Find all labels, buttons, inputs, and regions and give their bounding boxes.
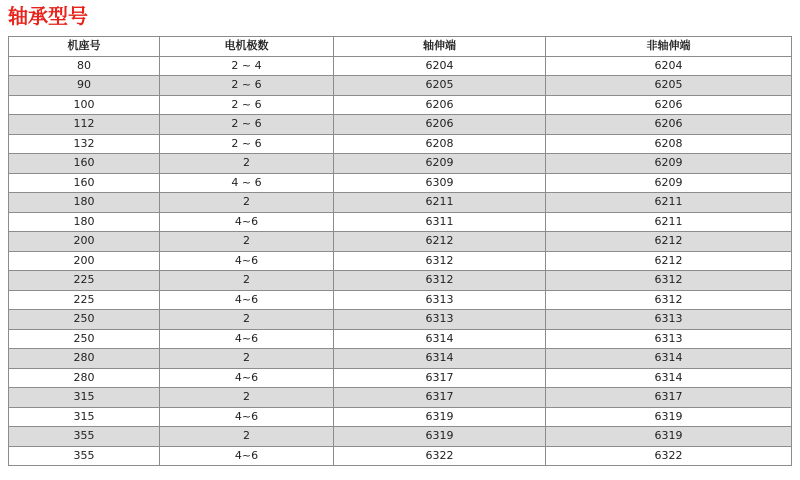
cell-non-drive-end: 6206 [546, 115, 792, 135]
cell-non-drive-end: 6319 [546, 427, 792, 447]
table-row [9, 349, 792, 369]
cell-drive-end: 6319 [334, 427, 546, 447]
table-row [9, 95, 792, 115]
cell-drive-end: 6211 [334, 193, 546, 213]
cell-motor-poles: 4~6 [160, 290, 334, 310]
cell-non-drive-end: 6211 [546, 193, 792, 213]
table-row [9, 446, 792, 466]
cell-non-drive-end: 6209 [546, 154, 792, 174]
cell-non-drive-end: 6205 [546, 76, 792, 96]
cell-frame-size: 160 [9, 154, 160, 174]
table-row [9, 329, 792, 349]
cell-motor-poles: 2 [160, 193, 334, 213]
cell-motor-poles: 2 ~ 6 [160, 95, 334, 115]
cell-motor-poles: 2 [160, 349, 334, 369]
cell-non-drive-end: 6212 [546, 251, 792, 271]
cell-motor-poles: 4 ~ 6 [160, 173, 334, 193]
cell-drive-end: 6312 [334, 251, 546, 271]
cell-non-drive-end: 6319 [546, 407, 792, 427]
bearing-spec-table [8, 36, 792, 466]
cell-non-drive-end: 6312 [546, 271, 792, 291]
cell-non-drive-end: 6212 [546, 232, 792, 252]
table-row [9, 388, 792, 408]
table-body [9, 56, 792, 466]
cell-motor-poles: 2 [160, 271, 334, 291]
table-row [9, 310, 792, 330]
cell-frame-size: 132 [9, 134, 160, 154]
table-row [9, 427, 792, 447]
cell-drive-end: 6209 [334, 154, 546, 174]
cell-drive-end: 6206 [334, 115, 546, 135]
table-row [9, 56, 792, 76]
table-row [9, 154, 792, 174]
cell-frame-size: 250 [9, 329, 160, 349]
cell-non-drive-end: 6206 [546, 95, 792, 115]
cell-frame-size: 225 [9, 271, 160, 291]
cell-motor-poles: 2 ~ 6 [160, 115, 334, 135]
table-row [9, 76, 792, 96]
cell-drive-end: 6317 [334, 388, 546, 408]
cell-motor-poles: 4~6 [160, 368, 334, 388]
table-row [9, 251, 792, 271]
cell-frame-size: 90 [9, 76, 160, 96]
cell-frame-size: 112 [9, 115, 160, 135]
header-motor-poles: 电机极数 [160, 37, 334, 57]
table-row [9, 232, 792, 252]
cell-drive-end: 6317 [334, 368, 546, 388]
cell-non-drive-end: 6322 [546, 446, 792, 466]
cell-motor-poles: 2 [160, 232, 334, 252]
cell-frame-size: 355 [9, 427, 160, 447]
cell-non-drive-end: 6209 [546, 173, 792, 193]
cell-drive-end: 6204 [334, 56, 546, 76]
cell-drive-end: 6312 [334, 271, 546, 291]
cell-frame-size: 160 [9, 173, 160, 193]
table-row [9, 212, 792, 232]
cell-drive-end: 6206 [334, 95, 546, 115]
table-header-row [9, 37, 792, 57]
cell-drive-end: 6314 [334, 349, 546, 369]
header-frame-size: 机座号 [9, 37, 160, 57]
cell-motor-poles: 2 [160, 154, 334, 174]
cell-frame-size: 200 [9, 251, 160, 271]
cell-frame-size: 180 [9, 212, 160, 232]
cell-motor-poles: 4~6 [160, 329, 334, 349]
cell-frame-size: 315 [9, 407, 160, 427]
cell-motor-poles: 4~6 [160, 212, 334, 232]
page-title: 轴承型号 [8, 4, 88, 28]
cell-drive-end: 6313 [334, 310, 546, 330]
cell-frame-size: 225 [9, 290, 160, 310]
cell-frame-size: 250 [9, 310, 160, 330]
cell-drive-end: 6208 [334, 134, 546, 154]
cell-motor-poles: 2 [160, 388, 334, 408]
header-non-drive-end: 非轴伸端 [546, 37, 792, 57]
cell-motor-poles: 2 ~ 6 [160, 76, 334, 96]
cell-motor-poles: 4~6 [160, 407, 334, 427]
cell-non-drive-end: 6314 [546, 368, 792, 388]
cell-non-drive-end: 6313 [546, 310, 792, 330]
table-row [9, 115, 792, 135]
cell-drive-end: 6314 [334, 329, 546, 349]
cell-motor-poles: 2 [160, 427, 334, 447]
cell-non-drive-end: 6317 [546, 388, 792, 408]
cell-drive-end: 6319 [334, 407, 546, 427]
cell-frame-size: 315 [9, 388, 160, 408]
cell-motor-poles: 2 ~ 6 [160, 134, 334, 154]
cell-non-drive-end: 6312 [546, 290, 792, 310]
table-row [9, 290, 792, 310]
cell-frame-size: 280 [9, 368, 160, 388]
cell-drive-end: 6322 [334, 446, 546, 466]
cell-frame-size: 355 [9, 446, 160, 466]
table-row [9, 193, 792, 213]
table-row [9, 134, 792, 154]
cell-non-drive-end: 6204 [546, 56, 792, 76]
table-row [9, 368, 792, 388]
cell-frame-size: 80 [9, 56, 160, 76]
cell-motor-poles: 4~6 [160, 446, 334, 466]
cell-non-drive-end: 6211 [546, 212, 792, 232]
cell-drive-end: 6212 [334, 232, 546, 252]
cell-drive-end: 6311 [334, 212, 546, 232]
cell-motor-poles: 4~6 [160, 251, 334, 271]
cell-drive-end: 6313 [334, 290, 546, 310]
cell-non-drive-end: 6208 [546, 134, 792, 154]
cell-frame-size: 100 [9, 95, 160, 115]
cell-frame-size: 280 [9, 349, 160, 369]
table-row [9, 407, 792, 427]
cell-drive-end: 6205 [334, 76, 546, 96]
cell-frame-size: 180 [9, 193, 160, 213]
header-drive-end: 轴伸端 [334, 37, 546, 57]
cell-motor-poles: 2 [160, 310, 334, 330]
cell-non-drive-end: 6313 [546, 329, 792, 349]
table-row [9, 271, 792, 291]
cell-frame-size: 200 [9, 232, 160, 252]
cell-non-drive-end: 6314 [546, 349, 792, 369]
table-row [9, 173, 792, 193]
cell-motor-poles: 2 ~ 4 [160, 56, 334, 76]
cell-drive-end: 6309 [334, 173, 546, 193]
